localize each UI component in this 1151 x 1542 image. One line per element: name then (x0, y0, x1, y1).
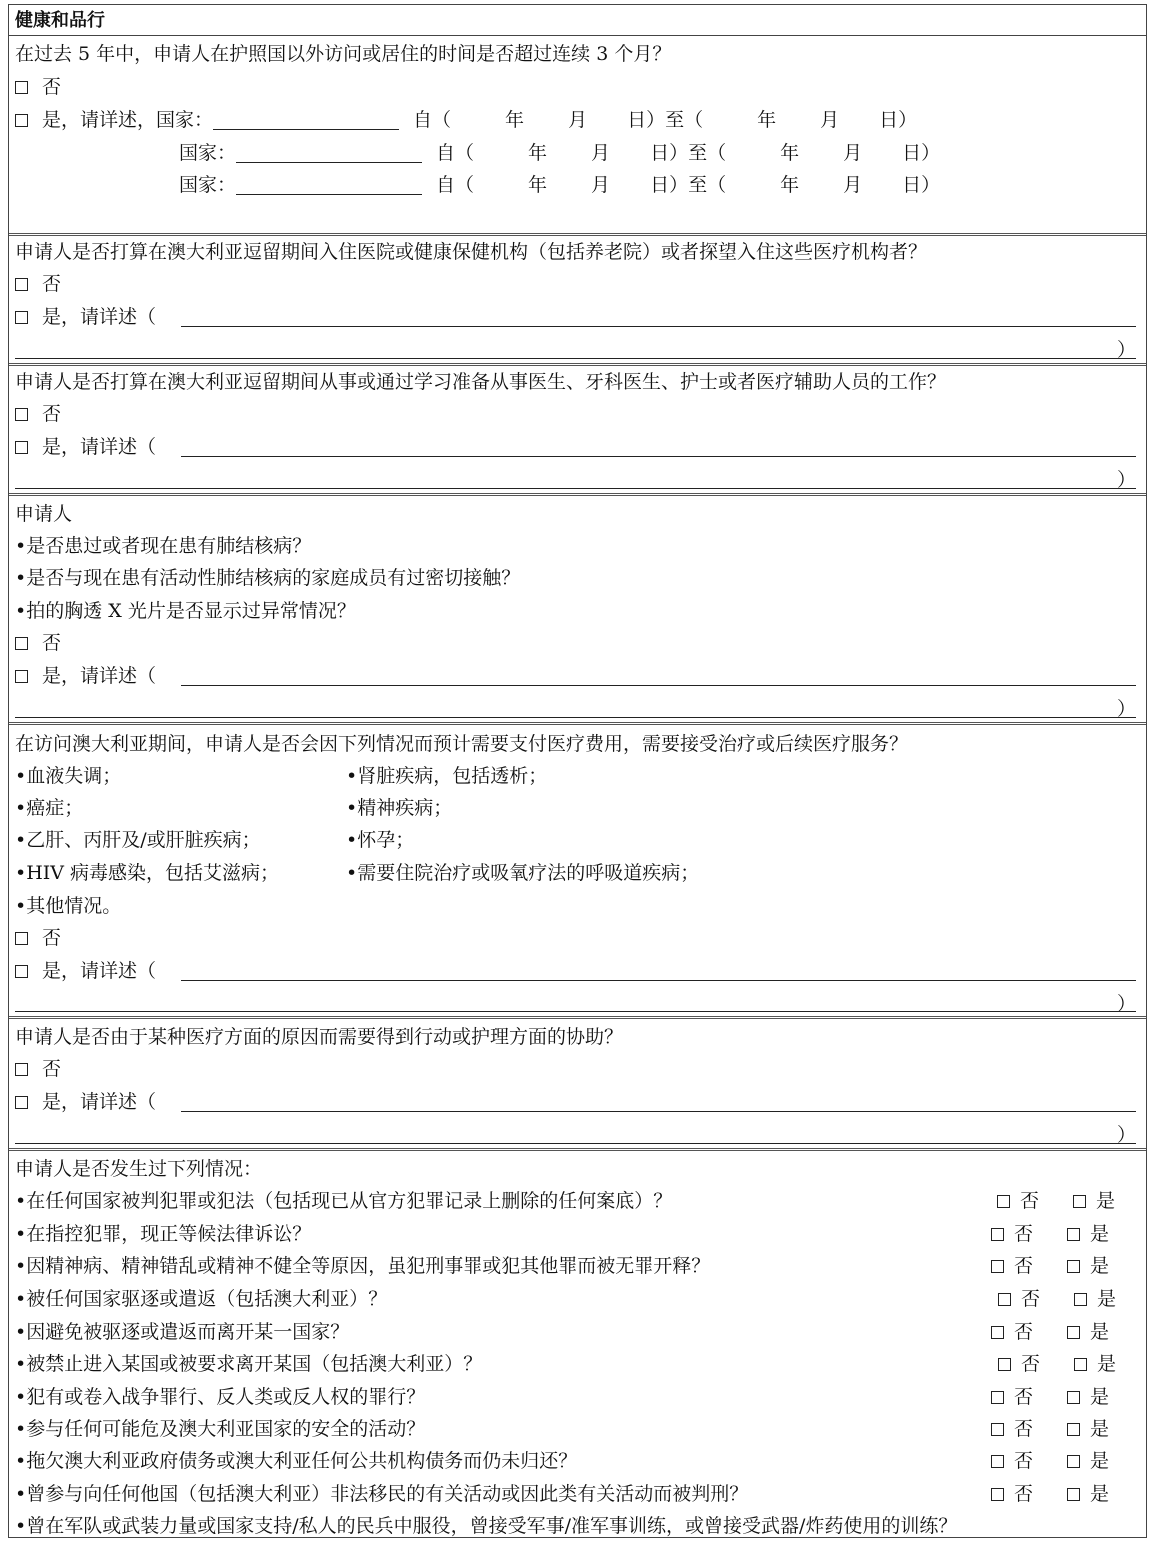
character-options (991, 1446, 1109, 1476)
medical-costs-no-checkbox[interactable] (15, 932, 28, 945)
condition-item: •怀孕； (346, 829, 415, 851)
character-item: •被任何国家驱逐或遣返（包括澳大利亚）？ (15, 1288, 388, 1310)
no-label: 否 (42, 927, 62, 949)
assistance-no-option (15, 1054, 61, 1084)
character-yes-checkbox[interactable] (1067, 1455, 1080, 1468)
month-label: 月 (591, 174, 611, 196)
assistance-detail-line-1[interactable] (181, 1111, 1136, 1112)
hospital-no-option (15, 269, 61, 299)
travel-no-checkbox[interactable] (15, 81, 28, 94)
country-label: 国家： (179, 174, 237, 196)
section-assistance (9, 1019, 1146, 1151)
tb-no-option (15, 628, 61, 658)
character-no-checkbox[interactable] (991, 1455, 1004, 1468)
medical-costs-detail-line-2[interactable] (15, 1011, 1136, 1012)
character-no-checkbox[interactable] (998, 1293, 1011, 1306)
yes-label: 是 (1090, 1255, 1110, 1277)
yes-prefix: 是，请详述， (42, 109, 157, 131)
year-label: 年 (528, 174, 548, 196)
character-item: •在任何国家被判犯罪或犯法（包括现已从官方犯罪记录上删除的任何案底）？ (15, 1190, 673, 1212)
medical-costs-yes-checkbox[interactable] (15, 965, 28, 978)
character-yes-checkbox[interactable] (1074, 1293, 1087, 1306)
day-end-label: 日） (879, 109, 918, 131)
character-options (998, 1284, 1116, 1314)
condition-item: •血液失调； (15, 765, 122, 787)
character-options (991, 1317, 1109, 1347)
tb-heading: 申请人 (15, 503, 73, 525)
character-options (991, 1414, 1109, 1444)
no-label: 否 (1020, 1190, 1040, 1212)
country-field-2[interactable] (236, 144, 422, 163)
character-options (991, 1479, 1109, 1509)
character-no-checkbox[interactable] (991, 1260, 1004, 1273)
section-tuberculosis (9, 496, 1146, 725)
yes-label: 是 (1090, 1450, 1110, 1472)
condition-item: •其他情况。 (15, 895, 122, 917)
day-to-label: 日）至（ (650, 142, 727, 164)
section-character (9, 1151, 1146, 1537)
month-label: 月 (843, 174, 863, 196)
day-end-label: 日） (902, 142, 941, 164)
condition-item: •癌症； (15, 797, 84, 819)
from-label: 自（ (436, 142, 475, 164)
yes-label: 是 (1090, 1386, 1110, 1408)
travel-yes-checkbox[interactable] (15, 114, 28, 127)
tb-detail-line-2[interactable] (15, 717, 1136, 718)
from-label: 自（ (413, 109, 452, 131)
yes-detail-label: 是，请详述（ (42, 960, 157, 982)
travel-question: 在过去 5 年中，申请人在护照国以外访问或居住的时间是否超过连续 3 个月？ (15, 43, 672, 65)
tb-bullet: •是否与现在患有活动性肺结核病的家庭成员有过密切接触？ (15, 567, 521, 589)
character-no-checkbox[interactable] (991, 1326, 1004, 1339)
character-item: •被禁止进入某国或被要求离开某国（包括澳大利亚）？ (15, 1353, 483, 1375)
year-label: 年 (780, 142, 800, 164)
section-medical-costs (9, 725, 1146, 1019)
close-paren: ） (1116, 1124, 1136, 1146)
no-label: 否 (1014, 1255, 1034, 1277)
assistance-yes-option (15, 1087, 156, 1117)
character-heading: 申请人是否发生过下列情况： (15, 1158, 263, 1180)
medical-work-yes-checkbox[interactable] (15, 441, 28, 454)
hospital-question: 申请人是否打算在澳大利亚逗留期间入住医院或健康保健机构（包括养老院）或者探望入住这些医疗机构者？ (15, 241, 928, 263)
assistance-no-checkbox[interactable] (15, 1063, 28, 1076)
country-field-3[interactable] (236, 176, 422, 195)
condition-item: •精神疾病； (346, 797, 453, 819)
tb-bullet: •是否患过或者现在患有肺结核病？ (15, 535, 312, 557)
no-label: 否 (1014, 1418, 1034, 1440)
year-label: 年 (528, 142, 548, 164)
character-yes-checkbox[interactable] (1067, 1488, 1080, 1501)
assistance-question: 申请人是否由于某种医疗方面的原因而需要得到行动或护理方面的协助？ (15, 1026, 624, 1048)
section-hospital (9, 236, 1146, 366)
tb-yes-checkbox[interactable] (15, 670, 28, 683)
section-medical-work (9, 366, 1146, 496)
day-end-label: 日） (902, 174, 941, 196)
condition-item: •肾脏疾病，包括透析； (346, 765, 548, 787)
section-title: 健康和品行 (9, 5, 1146, 36)
medical-work-yes-option (15, 432, 156, 462)
character-options (991, 1251, 1109, 1281)
no-label: 否 (42, 273, 62, 295)
character-options (991, 1382, 1109, 1412)
yes-label: 是 (1090, 1483, 1110, 1505)
character-no-checkbox[interactable] (997, 1195, 1010, 1208)
tb-yes-option (15, 661, 156, 691)
no-label: 否 (42, 1058, 62, 1080)
condition-item: •HIV 病毒感染，包括艾滋病； (15, 862, 280, 884)
character-options (998, 1349, 1116, 1379)
day-to-label: 日）至（ (627, 109, 704, 131)
character-no-checkbox[interactable] (991, 1391, 1004, 1404)
close-paren: ） (1116, 469, 1136, 491)
tb-bullet: •拍的胸透 X 光片是否显示过异常情况？ (15, 600, 356, 622)
medical-work-no-checkbox[interactable] (15, 408, 28, 421)
close-paren: ） (1116, 339, 1136, 361)
medical-work-question: 申请人是否打算在澳大利亚逗留期间从事或通过学习准备从事医生、牙科医生、护士或者医疗辅助人员的工作？ (15, 371, 947, 393)
medical-costs-detail-line-1[interactable] (181, 980, 1136, 981)
character-no-checkbox[interactable] (991, 1423, 1004, 1436)
month-label: 月 (820, 109, 840, 131)
character-options (997, 1186, 1115, 1216)
travel-row-1 (15, 105, 917, 135)
character-item: •参与任何可能危及澳大利亚国家的安全的活动？ (15, 1418, 426, 1440)
character-yes-checkbox[interactable] (1067, 1423, 1080, 1436)
no-label: 否 (42, 632, 62, 654)
character-yes-checkbox[interactable] (1067, 1391, 1080, 1404)
medical-costs-question: 在访问澳大利亚期间，申请人是否会因下列情况而预计需要支付医疗费用，需要接受治疗或后续医疗服务？ (15, 733, 909, 755)
month-label: 月 (591, 142, 611, 164)
yes-label: 是 (1097, 1288, 1117, 1310)
country-label: 国家： (179, 142, 237, 164)
month-label: 月 (568, 109, 588, 131)
country-field-1[interactable] (213, 111, 399, 130)
section-travel (9, 36, 1146, 236)
character-yes-checkbox[interactable] (1067, 1260, 1080, 1273)
no-label: 否 (1014, 1483, 1034, 1505)
no-label: 否 (1021, 1353, 1041, 1375)
hospital-yes-option (15, 302, 156, 332)
condition-item: •乙肝、丙肝及/或肝脏疾病； (15, 829, 261, 851)
month-label: 月 (843, 142, 863, 164)
from-label: 自（ (436, 174, 475, 196)
character-item: •因避免被驱逐或遣返而离开某一国家？ (15, 1321, 350, 1343)
yes-label: 是 (1090, 1418, 1110, 1440)
character-no-checkbox[interactable] (998, 1358, 1011, 1371)
character-options (991, 1219, 1109, 1249)
medical-costs-no-option (15, 923, 61, 953)
tb-no-checkbox[interactable] (15, 637, 28, 650)
yes-detail-label: 是，请详述（ (42, 436, 157, 458)
character-yes-checkbox[interactable] (1074, 1358, 1087, 1371)
no-label: 否 (42, 403, 62, 425)
yes-label: 是 (1090, 1223, 1110, 1245)
yes-label: 是 (1097, 1353, 1117, 1375)
travel-no-option (15, 72, 61, 102)
yes-label: 是 (1090, 1321, 1110, 1343)
character-no-checkbox[interactable] (991, 1488, 1004, 1501)
character-no-checkbox[interactable] (991, 1228, 1004, 1241)
no-label: 否 (1014, 1321, 1034, 1343)
character-item: •因精神病、精神错乱或精神不健全等原因，虽犯刑事罪或犯其他罪而被无罪开释？ (15, 1255, 711, 1277)
close-paren: ） (1116, 698, 1136, 720)
medical-work-detail-line-1[interactable] (181, 456, 1136, 457)
medical-work-no-option (15, 399, 61, 429)
travel-row-2 (179, 138, 940, 168)
close-paren: ） (1116, 993, 1136, 1015)
character-item: •拖欠澳大利亚政府债务或澳大利亚任何公共机构债务而仍未归还？ (15, 1450, 578, 1472)
tb-detail-line-1[interactable] (181, 685, 1136, 686)
no-label: 否 (1014, 1450, 1034, 1472)
yes-detail-label: 是，请详述（ (42, 1091, 157, 1113)
yes-detail-label: 是，请详述（ (42, 665, 157, 687)
character-item: •犯有或卷入战争罪行、反人类或反人权的罪行？ (15, 1386, 426, 1408)
condition-item: •需要住院治疗或吸氧疗法的呼吸道疾病； (346, 862, 700, 884)
hospital-detail-line-2[interactable] (15, 358, 1136, 359)
assistance-detail-line-2[interactable] (15, 1143, 1136, 1144)
no-label: 否 (1021, 1288, 1041, 1310)
day-to-label: 日）至（ (650, 174, 727, 196)
no-label: 否 (1014, 1223, 1034, 1245)
yes-detail-label: 是，请详述（ (42, 306, 157, 328)
character-item: •在指控犯罪，现正等候法律诉讼？ (15, 1223, 312, 1245)
hospital-detail-line-1[interactable] (181, 326, 1136, 327)
yes-label: 是 (1096, 1190, 1116, 1212)
year-label: 年 (780, 174, 800, 196)
hospital-no-checkbox[interactable] (15, 278, 28, 291)
character-yes-checkbox[interactable] (1073, 1195, 1086, 1208)
character-yes-checkbox[interactable] (1067, 1228, 1080, 1241)
travel-row-3 (179, 170, 940, 200)
medical-costs-yes-option (15, 956, 156, 986)
year-label: 年 (505, 109, 525, 131)
character-item: •曾参与向任何他国（包括澳大利亚）非法移民的有关活动或因此类有关活动而被判刑？ (15, 1483, 749, 1505)
no-label: 否 (42, 76, 62, 98)
no-label: 否 (1014, 1386, 1034, 1408)
medical-work-detail-line-2[interactable] (15, 488, 1136, 489)
country-label: 国家： (156, 109, 214, 131)
character-yes-checkbox[interactable] (1067, 1326, 1080, 1339)
hospital-yes-checkbox[interactable] (15, 311, 28, 324)
character-item: •曾在军队或武装力量或国家支持/私人的民兵中服役，曾接受军事/准军事训练，或曾接受武器/炸药使用的训练？ (15, 1515, 958, 1537)
assistance-yes-checkbox[interactable] (15, 1096, 28, 1109)
year-label: 年 (757, 109, 777, 131)
form-frame (8, 4, 1147, 1538)
